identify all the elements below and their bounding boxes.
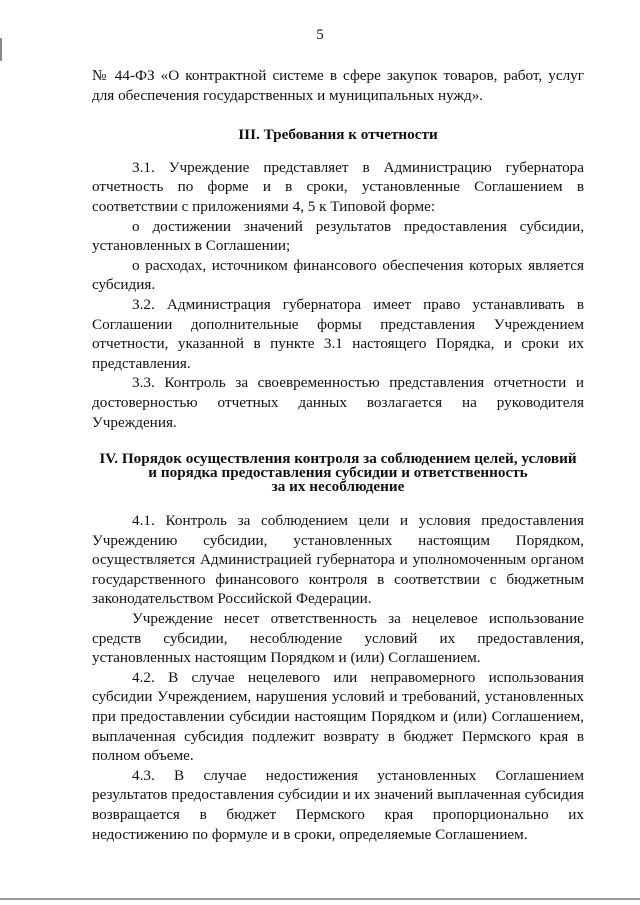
page-number: 5 bbox=[316, 27, 324, 43]
section-4-heading-line-1: IV. Порядок осуществления контроля за соблюдением целей, условий bbox=[99, 450, 577, 468]
paragraph-3-1: 3.1. Учреждение представляет в Администрацию губернатора отчетность по форме и в сроки, установленные Соглашением в соответствии с приложениями 4, 5 к Типовой форме: bbox=[92, 158, 584, 215]
section-4-heading-line-2: и порядка предоставления субсидии и ответственность bbox=[148, 464, 528, 482]
intro-paragraph: № 44-ФЗ «О контрактной системе в сфере закупок товаров, работ, услуг для обеспечения государственных и муниципальных нужд». bbox=[92, 67, 584, 104]
section-4-heading bbox=[92, 452, 584, 494]
section-3-heading: III. Требования к отчетности bbox=[238, 126, 438, 144]
paragraph-3-3: 3.3. Контроль за своевременностью представления отчетности и достоверностью отчетных данных возлагается на руководителя Учреждения. bbox=[92, 374, 584, 431]
paragraph-3-2: 3.2. Администрация губернатора имеет право устанавливать в Соглашении дополнительные формы представления Учреждением отчетности, указанной в пункте 3.1 настоящего Порядка, и сроки их представления. bbox=[92, 295, 584, 372]
bullet-expenses: о расходах, источником финансового обеспечения которых является субсидия. bbox=[92, 256, 584, 294]
paragraph-4-1-responsibility: Учреждение несет ответственность за нецелевое использование средств субсидии, несоблюдение условий их предоставления, установленных настоящим Порядком и (или) Соглашением. bbox=[92, 610, 584, 667]
bullet-results: о достижении значений результатов предоставления субсидии, установленных в Соглашении; bbox=[92, 217, 584, 255]
scan-bottom-edge bbox=[0, 898, 640, 900]
document-body bbox=[92, 66, 584, 844]
paragraph-4-3: 4.3. В случае недостижения установленных Соглашением результатов предоставления субсидии и их значений выплаченная субсидия возвращается в бюджет Пермского края пропорционально их недостижению по формуле и в сроки, определяемые Соглашением. bbox=[92, 766, 584, 843]
section-4-heading-line-3: за их несоблюдение bbox=[271, 478, 405, 496]
paragraph-4-2: 4.2. В случае нецелевого или неправомерного использования субсидии Учреждением, нарушения условий и требований, установленных при предоставлении субсидии настоящим Порядком и (или) Соглашением, выплаченная субсидия подлежит возврату в бюджет Пермского края в полном объеме. bbox=[92, 668, 584, 765]
paragraph-4-1: 4.1. Контроль за соблюдением цели и условия предоставления Учреждению субсидии, установленных настоящим Порядком, осуществляется Администрацией губернатора и уполномоченным органом государственного финансового контроля в соответствии с бюджетным законодательством Российской Федерации. bbox=[92, 512, 584, 608]
